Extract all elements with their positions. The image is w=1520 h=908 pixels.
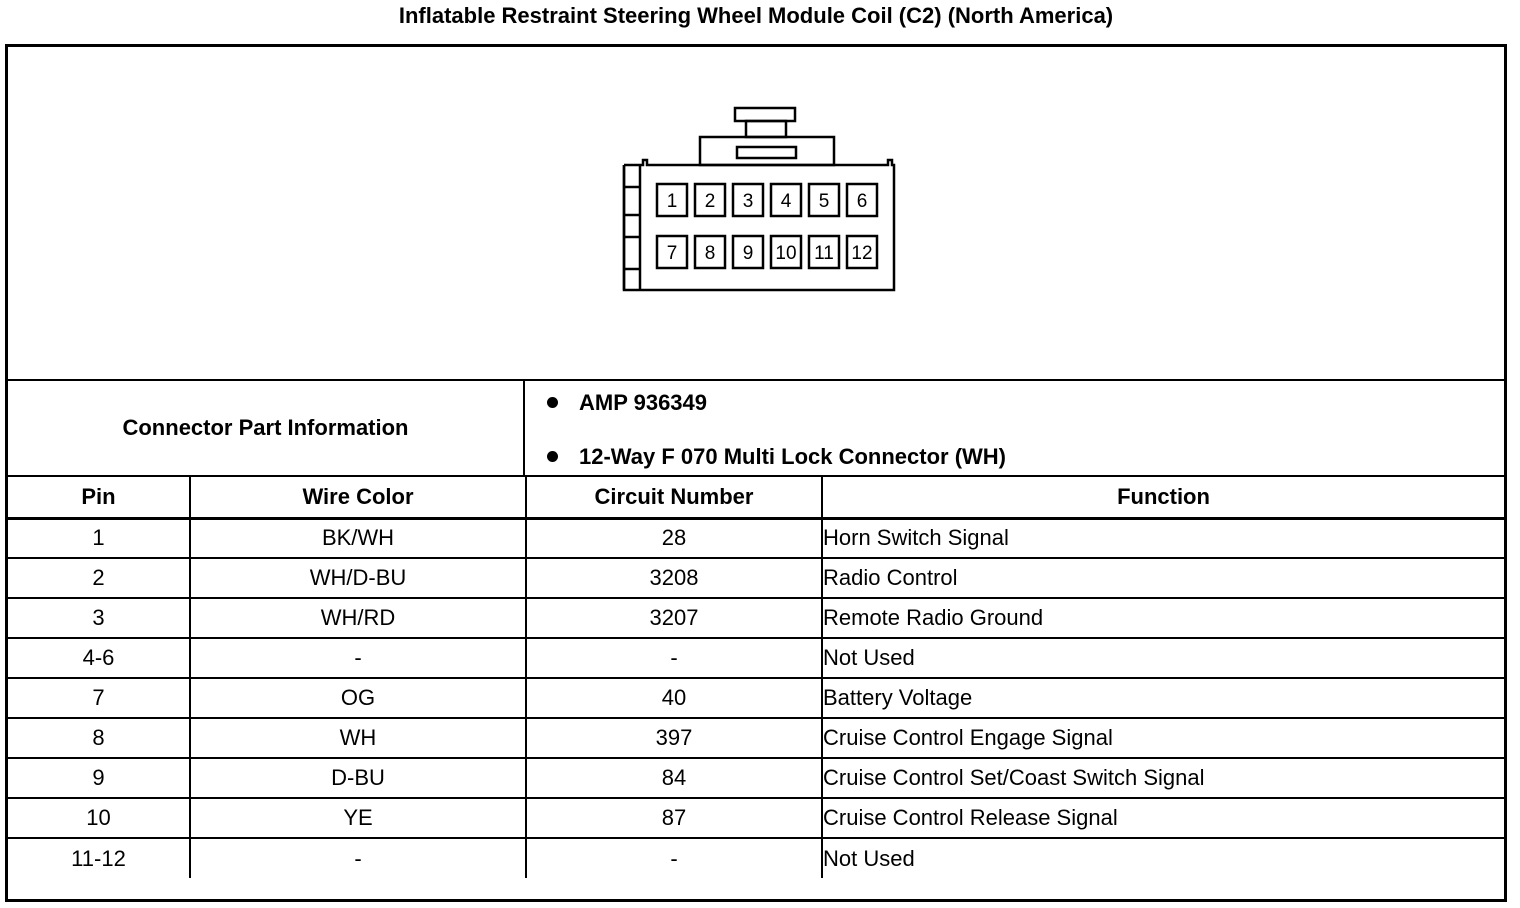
pin-cell: 2 <box>8 558 190 598</box>
bullet-icon <box>547 397 558 408</box>
function-cell: Not Used <box>822 838 1504 878</box>
pin-cell: 7 <box>8 678 190 718</box>
connector-face-drawing <box>8 47 1504 381</box>
circuit-cell: 40 <box>526 678 822 718</box>
table-row <box>8 758 1504 798</box>
function-cell: Cruise Control Release Signal <box>822 798 1504 838</box>
table-row <box>8 838 1504 878</box>
circuit-cell: 28 <box>526 518 822 558</box>
wire-color-cell: D-BU <box>190 758 526 798</box>
pin-cell: 10 <box>8 798 190 838</box>
connector-part-info <box>8 381 1504 477</box>
wire-color-cell: WH <box>190 718 526 758</box>
table-row <box>8 518 1504 558</box>
function-cell: Radio Control <box>822 558 1504 598</box>
pin-cell: 3 <box>8 598 190 638</box>
table-row <box>8 558 1504 598</box>
pin-cavities <box>657 184 877 268</box>
wire-color-cell: YE <box>190 798 526 838</box>
table-header-row <box>8 477 1504 518</box>
pin-number-label: 3 <box>742 191 754 212</box>
circuit-cell: 3208 <box>526 558 822 598</box>
circuit-cell: 397 <box>526 718 822 758</box>
table-row <box>8 678 1504 718</box>
pin-cell: 9 <box>8 758 190 798</box>
pin-number-label: 8 <box>704 243 716 264</box>
pin-number-label: 5 <box>818 191 830 212</box>
pin-number-label: 11 <box>814 243 834 264</box>
table-row <box>8 638 1504 678</box>
pin-number-label: 4 <box>780 191 792 212</box>
header-function: Function <box>822 477 1504 518</box>
pin-number-label: 10 <box>775 243 797 264</box>
pin-cell: 8 <box>8 718 190 758</box>
header-wire-color: Wire Color <box>190 477 526 518</box>
bullet-icon <box>547 451 558 462</box>
part-number: AMP 936349 <box>579 390 708 415</box>
table-row <box>8 598 1504 638</box>
pin-number-label: 9 <box>742 243 754 264</box>
pin-cell: 4-6 <box>8 638 190 678</box>
pin-cell: 11-12 <box>8 838 190 878</box>
table-row <box>8 798 1504 838</box>
pin-number-label: 12 <box>851 243 873 264</box>
circuit-cell: 84 <box>526 758 822 798</box>
circuit-cell: - <box>526 638 822 678</box>
circuit-cell: - <box>526 838 822 878</box>
wire-color-cell: - <box>190 838 526 878</box>
pin-number-label: 7 <box>666 243 678 264</box>
pin-cell: 1 <box>8 518 190 558</box>
function-cell: Cruise Control Set/Coast Switch Signal <box>822 758 1504 798</box>
function-cell: Cruise Control Engage Signal <box>822 718 1504 758</box>
pinout-table <box>8 477 1504 878</box>
header-pin: Pin <box>81 483 116 509</box>
function-cell: Battery Voltage <box>822 678 1504 718</box>
part-info-item <box>547 383 707 423</box>
function-cell: Horn Switch Signal <box>822 518 1504 558</box>
function-cell: Not Used <box>822 638 1504 678</box>
page-title: Inflatable Restraint Steering Wheel Module Coil (C2) (North America) <box>398 3 1114 28</box>
circuit-cell: 87 <box>526 798 822 838</box>
connector-sheet <box>5 44 1507 902</box>
connector-diagram <box>8 47 1504 381</box>
function-cell: Remote Radio Ground <box>822 598 1504 638</box>
circuit-cell: 3207 <box>526 598 822 638</box>
connector-description: 12-Way F 070 Multi Lock Connector (WH) <box>579 444 1007 469</box>
pin-number-label: 2 <box>704 191 716 212</box>
part-info-label: Connector Part Information <box>8 381 525 475</box>
wire-color-cell: WH/RD <box>190 598 526 638</box>
pin-number-label: 1 <box>666 191 678 212</box>
header-circuit-number: Circuit Number <box>526 477 822 518</box>
table-row <box>8 718 1504 758</box>
wire-color-cell: WH/D-BU <box>190 558 526 598</box>
part-info-list <box>525 381 1504 475</box>
wire-color-cell: OG <box>190 678 526 718</box>
wire-color-cell: BK/WH <box>190 518 526 558</box>
part-info-item <box>547 437 1006 477</box>
pin-number-label: 6 <box>856 191 868 212</box>
wire-color-cell: - <box>190 638 526 678</box>
